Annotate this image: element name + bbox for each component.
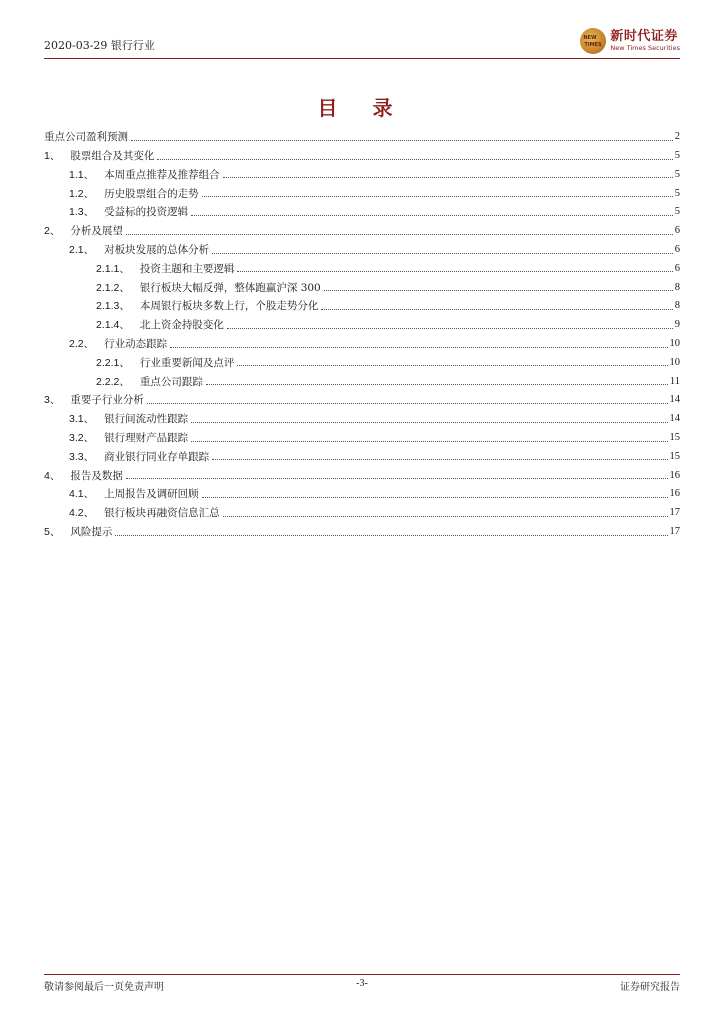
page-header	[44, 28, 680, 59]
footer-disclaimer-note: 敬请参阅最后一页免责声明	[44, 982, 164, 993]
toc-entry-page: 14	[669, 394, 680, 406]
toc-title: 目 录	[317, 96, 407, 120]
toc-entry-number: 1、	[44, 150, 61, 163]
toc-entry-page: 15	[669, 450, 680, 462]
toc-entry-page: 5	[674, 150, 680, 162]
toc-entry-label: 风险提示	[70, 526, 113, 539]
toc-entry-label: 对板块发展的总体分析	[104, 244, 210, 257]
toc-entry-page: 11	[669, 375, 680, 387]
toc-entry-number: 3.1、	[69, 413, 95, 426]
toc-entry-label: 股票组合及其变化	[70, 150, 155, 163]
toc-entry-label: 行业动态跟踪	[104, 338, 168, 351]
toc-entry[interactable]	[44, 368, 680, 387]
toc-dot-leader	[212, 458, 667, 460]
toc-entry-number: 3、	[44, 394, 61, 407]
toc-entry[interactable]	[44, 180, 680, 199]
toc-entry-label: 银行板块大幅反弹，整体跑赢沪深 300	[139, 281, 321, 294]
toc-dot-leader	[115, 534, 667, 536]
toc-entry-number: 4、	[44, 469, 61, 482]
toc-entry-number: 3.3、	[69, 450, 95, 463]
toc-dot-leader	[321, 308, 672, 310]
toc-entry-label: 重要子行业分析	[70, 394, 144, 407]
toc-entry-number: 2.2.1、	[96, 356, 130, 369]
toc-entry-label: 商业银行同业存单跟踪	[104, 450, 210, 463]
toc-dot-leader	[126, 233, 673, 235]
toc-entry-number: 5、	[44, 526, 61, 539]
toc-entry-number: 2.1.2、	[96, 281, 130, 294]
toc-dot-leader	[223, 176, 673, 178]
toc-entry-page: 14	[669, 413, 680, 425]
footer-rule	[44, 974, 680, 975]
toc-entry-label: 银行理财产品跟踪	[104, 432, 189, 445]
toc-entry[interactable]	[44, 143, 680, 162]
toc-dot-leader	[212, 252, 673, 254]
toc-dot-leader	[237, 364, 667, 366]
toc-entry-label: 重点公司跟踪	[139, 375, 203, 388]
toc-entry[interactable]	[44, 444, 680, 463]
toc-entry-label: 历史股票组合的走势	[104, 187, 199, 200]
toc-entry-number: 1.2、	[69, 187, 95, 200]
logo-mark-line2: TIMES	[584, 42, 602, 48]
toc-entry-page: 15	[669, 432, 680, 444]
toc-dot-leader	[191, 440, 667, 442]
toc-dot-leader	[191, 421, 667, 423]
toc-entry[interactable]	[44, 218, 680, 237]
toc-entry-page: 16	[669, 488, 680, 500]
toc-entry[interactable]	[44, 406, 680, 425]
toc-entry-page: 6	[674, 225, 680, 237]
toc-entry-page: 9	[674, 319, 680, 331]
toc-dot-leader	[126, 477, 668, 479]
toc-entry[interactable]	[44, 312, 680, 331]
toc-entry-number: 1.3、	[69, 206, 95, 219]
toc-entry-page: 8	[674, 281, 680, 293]
company-logo	[580, 28, 680, 54]
toc-entry-label: 受益标的投资逻辑	[104, 206, 189, 219]
toc-entry[interactable]	[44, 331, 680, 350]
toc-entry-page: 8	[674, 300, 680, 312]
toc-entry-label: 报告及数据	[70, 469, 123, 482]
toc-entry-label: 分析及展望	[70, 225, 123, 238]
toc-entry-page: 17	[669, 526, 680, 538]
toc-entry[interactable]	[44, 350, 680, 369]
toc-entry-number: 2.2.2、	[96, 375, 130, 388]
toc-entry[interactable]	[44, 199, 680, 218]
toc-entry-label: 北上资金持股变化	[139, 319, 224, 332]
toc-dot-leader	[202, 195, 673, 197]
toc-entry[interactable]	[44, 274, 680, 293]
toc-entry-page: 10	[669, 338, 680, 350]
toc-entry-label: 上周报告及调研回顾	[104, 488, 199, 501]
toc-entry-page: 10	[669, 356, 680, 368]
toc-entry-label: 投资主题和主要逻辑	[139, 262, 235, 275]
toc-entry-number: 2、	[44, 225, 61, 238]
toc-dot-leader	[223, 515, 668, 517]
toc-entry-label: 本周银行板块多数上行，个股走势分化	[139, 300, 319, 313]
logo-name-cn: 新时代证券	[610, 29, 678, 45]
toc-dot-leader	[170, 346, 667, 348]
toc-entry[interactable]	[44, 387, 680, 406]
footer-report-type: 证券研究报告	[620, 982, 680, 993]
logo-name-en: New Times Securities	[610, 44, 680, 53]
toc-dot-leader	[227, 327, 673, 329]
toc-entry-page: 5	[674, 206, 680, 218]
toc-entry-page: 5	[674, 187, 680, 199]
toc-entry[interactable]	[44, 462, 680, 481]
toc-dot-leader	[237, 270, 672, 272]
toc-entry-number: 2.1.4、	[96, 319, 130, 332]
toc-entry-page: 6	[674, 244, 680, 256]
toc-entry-number: 4.2、	[69, 507, 95, 520]
toc-entry[interactable]	[44, 481, 680, 500]
toc-entry-label: 本周重点推荐及推荐组合	[104, 168, 220, 181]
toc-entry-page: 17	[669, 507, 680, 519]
toc-entry-page: 16	[669, 469, 680, 481]
toc-entry-number: 3.2、	[69, 432, 95, 445]
toc-entry-label: 银行板块再融资信息汇总	[104, 507, 220, 520]
toc-dot-leader	[324, 289, 673, 291]
toc-entry-page: 6	[674, 262, 680, 274]
toc-entry-label: 行业重要新闻及点评	[139, 356, 235, 369]
toc-entry-page: 2	[674, 131, 680, 143]
logo-emblem-icon	[580, 28, 606, 54]
toc-entry-number: 2.2、	[69, 338, 95, 351]
toc-dot-leader	[202, 496, 668, 498]
toc-dot-leader	[131, 139, 673, 141]
toc-entry[interactable]	[44, 256, 680, 275]
toc-entry-number: 1.1、	[69, 168, 95, 181]
toc-entry-label: 重点公司盈利预测	[44, 131, 128, 144]
toc-dot-leader	[191, 214, 673, 216]
table-of-contents	[44, 124, 680, 538]
toc-entry-label: 银行间流动性跟踪	[104, 413, 189, 426]
toc-dot-leader	[147, 402, 668, 404]
toc-entry[interactable]	[44, 293, 680, 312]
toc-entry[interactable]	[44, 124, 680, 143]
header-date-section: 2020-03-29 银行行业	[44, 39, 155, 52]
toc-dot-leader	[206, 383, 668, 385]
toc-entry-page: 5	[674, 168, 680, 180]
toc-entry[interactable]	[44, 425, 680, 444]
toc-entry[interactable]	[44, 237, 680, 256]
toc-entry[interactable]	[44, 162, 680, 181]
toc-entry-number: 2.1、	[69, 244, 95, 257]
toc-entry-number: 2.1.3、	[96, 300, 130, 313]
toc-dot-leader	[157, 158, 672, 160]
toc-entry-number: 4.1、	[69, 488, 95, 501]
logo-mark-line1: NEW	[583, 35, 597, 41]
toc-entry[interactable]	[44, 519, 680, 538]
page-number: -3-	[356, 978, 368, 989]
toc-entry-number: 2.1.1、	[96, 262, 130, 275]
toc-entry[interactable]	[44, 500, 680, 519]
